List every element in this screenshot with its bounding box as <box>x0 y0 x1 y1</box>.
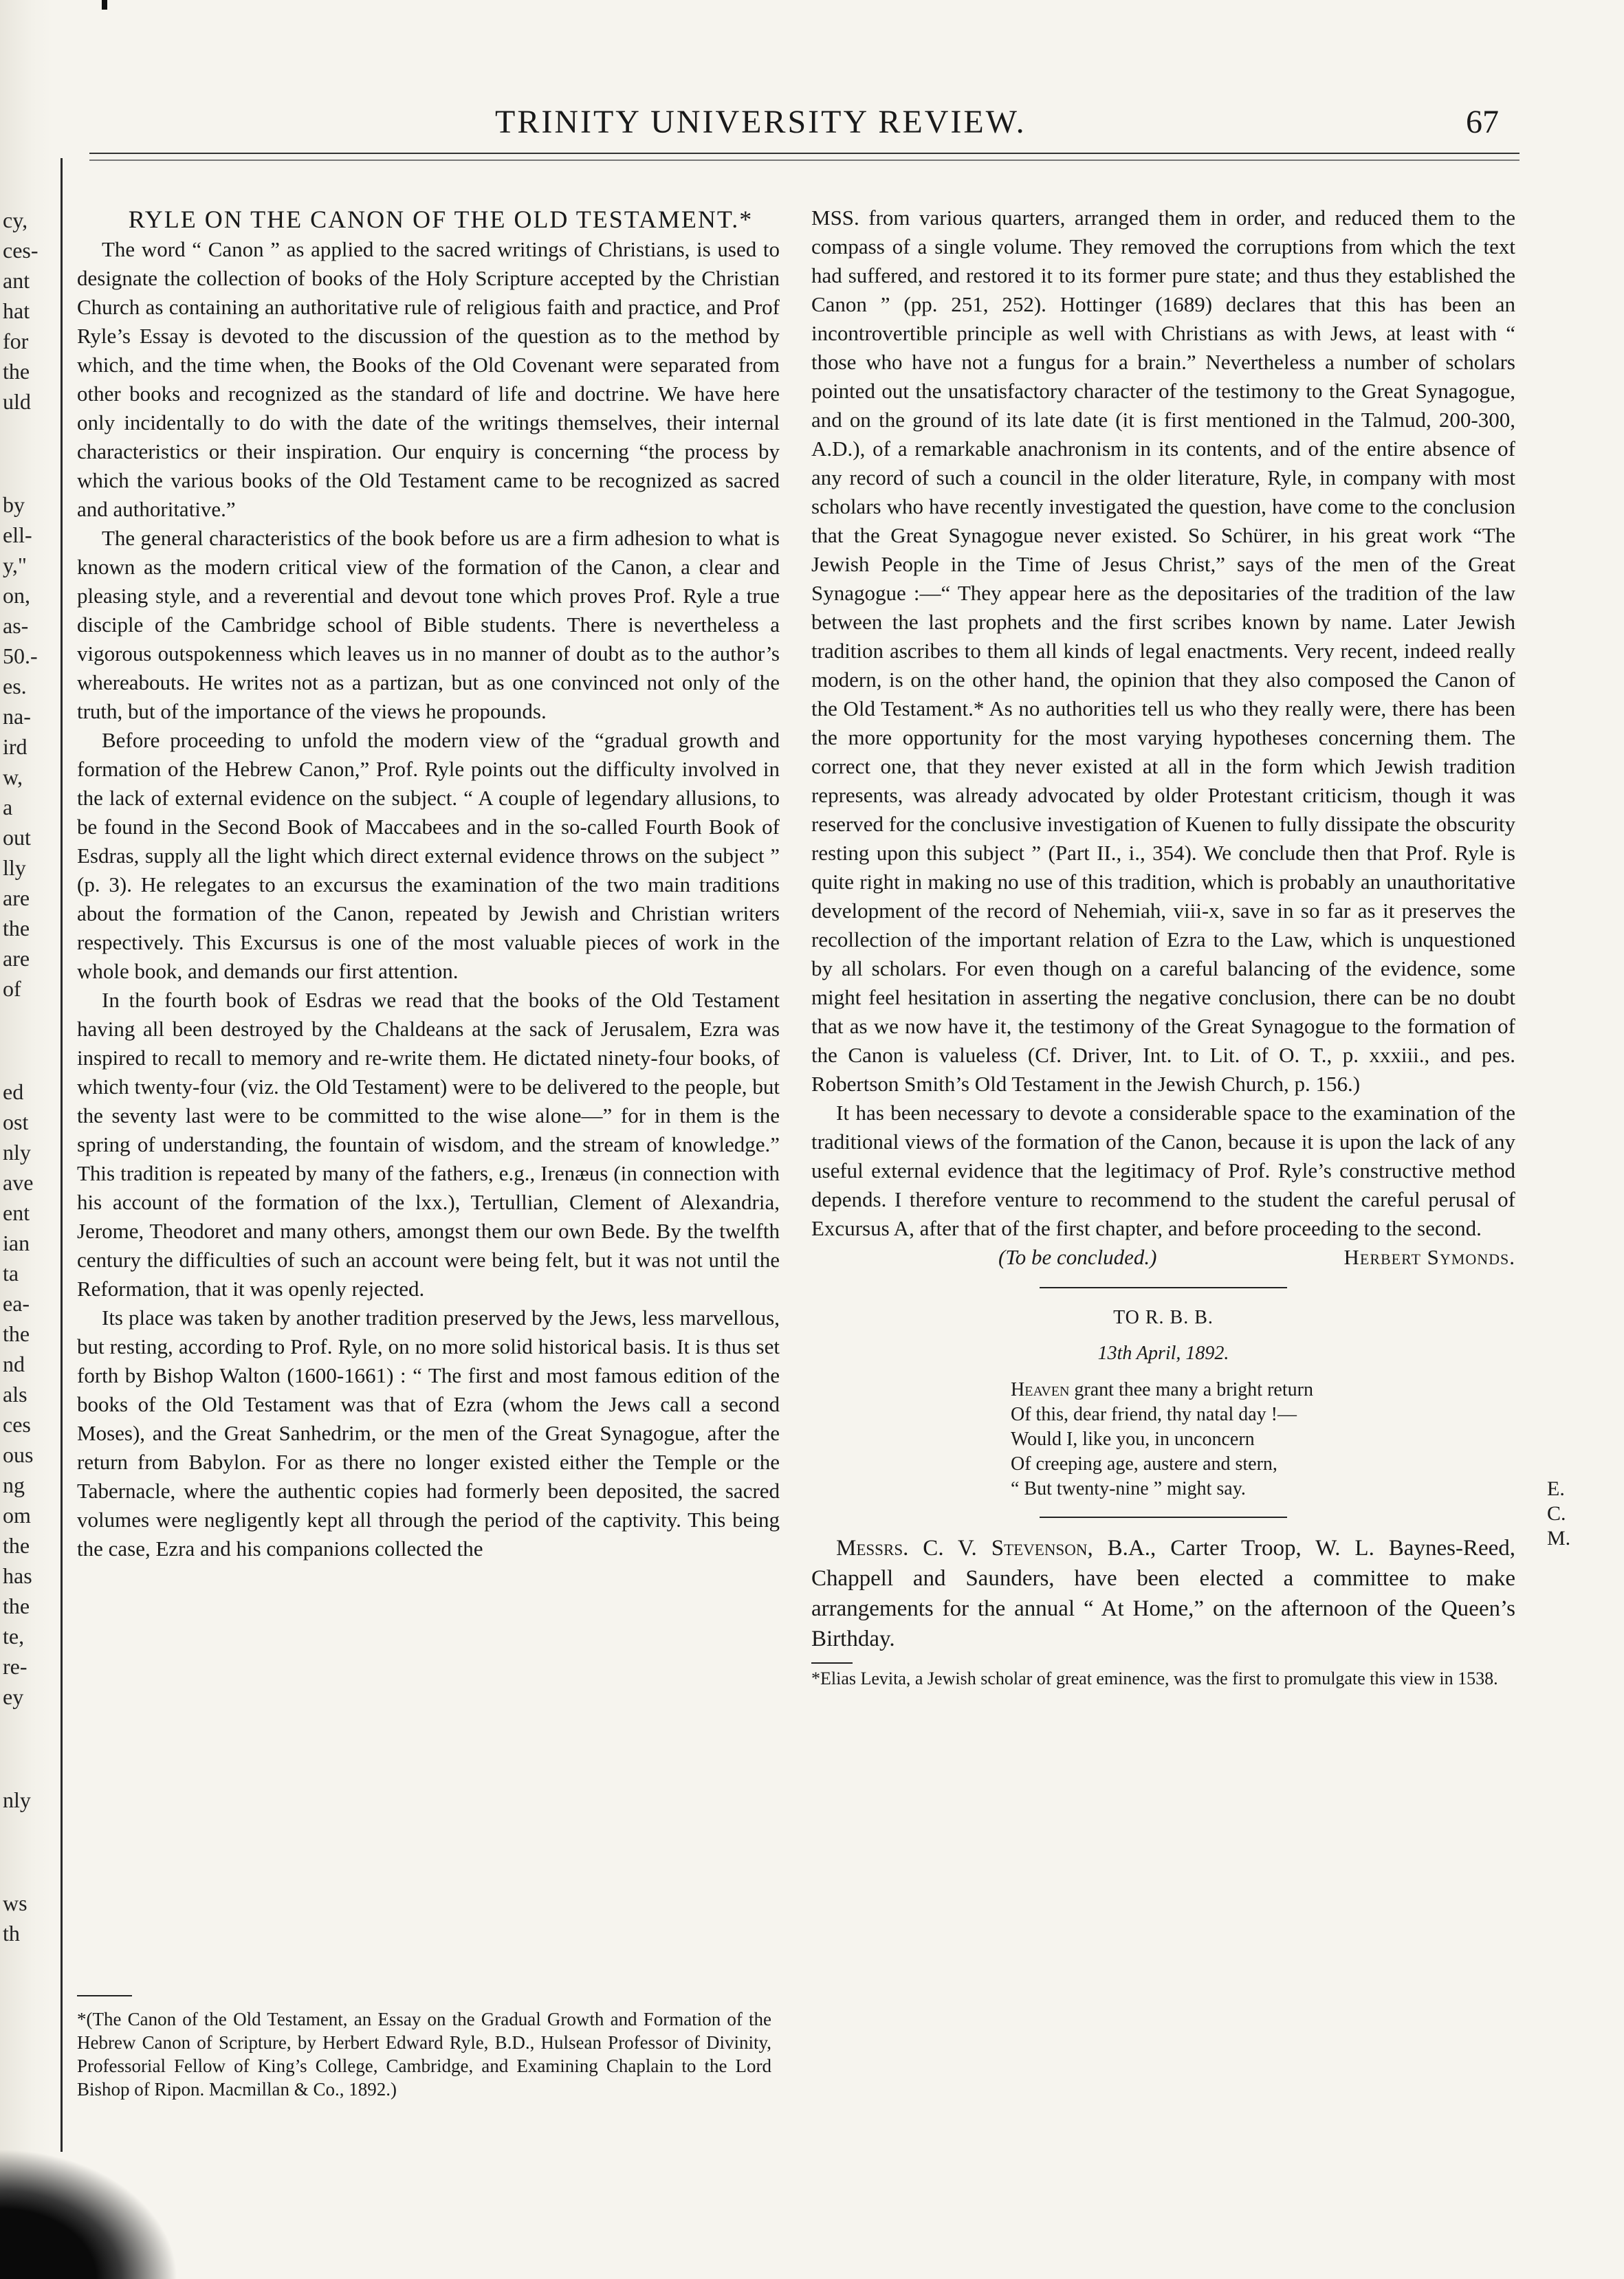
edge-fragment: w, <box>3 764 23 789</box>
edge-fragment: cy, <box>3 208 28 232</box>
edge-fragment: ian <box>3 1231 30 1255</box>
poem-line-text: grant thee many a bright return <box>1069 1379 1313 1400</box>
edge-fragment: for <box>3 329 29 353</box>
edge-fragment: 50.- <box>3 643 38 668</box>
edge-fragment: nd <box>3 1352 25 1376</box>
edge-fragment: as- <box>3 613 29 638</box>
edge-fragment: te, <box>3 1624 25 1649</box>
edge-fragment: are <box>3 946 30 971</box>
poem-line: Of creeping age, austere and stern, <box>1011 1453 1277 1475</box>
edge-fragment: hat <box>3 298 30 323</box>
article-footnote: *(The Canon of the Old Testament, an Essay on the Gradual Growth and Formation of the Hebrew Canon of Scripture, by Herbert Edward Ryle, B.D., Hulsean Professor of Divinity, Professorial Fellow of King’s College, Cambridge, and Examining Chaplain to the Lord Bishop of Ripon. Macmillan & Co., 1892.) <box>77 2009 771 2100</box>
to-be-concluded: (To be concluded.) <box>998 1245 1157 1269</box>
edge-fragment: ant <box>3 268 30 293</box>
edge-fragment: the <box>3 1594 30 1618</box>
edge-fragment: the <box>3 1321 30 1346</box>
edge-fragment: ta <box>3 1261 19 1286</box>
footnote-rule <box>811 1662 853 1664</box>
edge-fragment: of <box>3 976 21 1001</box>
article-paragraph-4: In the fourth book of Esdras we read that the books of the Old Testament having all been destroyed by the Chaldeans at the sack of Jerusalem, Ezra was inspired to recall to memory and re-write them. He dictated ninety-four books, of which twenty-four (viz. the Old Testament) were to be delivered to the people, but the seventy last were to be committed to the wise alone—” for in them is the spring of understanding, the fountain of wisdom, and the stream of knowledge.” This tradition is repeated by many of the fathers, e.g., Irenæus (in connection with his account of the formation of the lxx.), Tertullian, Clement of Alexandria, Jerome, Theodoret and many others, amongst them our own Bede. By the twelfth century the difficulties of such an account were being felt, but it was not until the Reformation, that it was openly rejected. <box>77 988 780 1301</box>
edge-fragment: ost <box>3 1110 29 1134</box>
right-column <box>811 203 1571 1690</box>
edge-fragment: uld <box>3 389 31 414</box>
edge-fragment: has <box>3 1563 32 1588</box>
header-rule <box>89 153 1519 161</box>
left-column <box>77 203 780 1563</box>
section-divider <box>1040 1287 1287 1288</box>
edge-fragment: by <box>3 492 25 517</box>
article-paragraph-3: Before proceeding to unfold the modern view of the “gradual growth and formation of the Hebrew Canon,” Prof. Ryle points out the difficulty involved in the lack of external evidence on the subject. “ A couple of legendary allusions, to be found in the Second Book of Maccabees and in the so-called Fourth Book of Esdras, supply all the light which direct external evidence throws on the subject ” (p. 3). He relegates to an excursus the examination of the two main traditions about the formation of the Canon, repeated by Jewish and Christian writers respectively. This Excursus is one of the most valuable pieces of work in the whole book, and demands our first attention. <box>77 728 780 983</box>
poem-first-word: Heaven <box>1011 1379 1070 1400</box>
edge-fragment: es. <box>3 674 27 698</box>
edge-fragment: ave <box>3 1170 34 1195</box>
page-corner-shadow <box>0 2148 179 2279</box>
poem-line: Would I, like you, in unconcern <box>1011 1429 1255 1450</box>
edge-fragment: on, <box>3 583 30 608</box>
edge-fragment: na- <box>3 704 31 729</box>
edge-fragment: out <box>3 825 31 850</box>
print-mark <box>102 0 107 10</box>
poem-line: “ But twenty-nine ” might say. <box>1011 1478 1246 1499</box>
edge-fragment: ird <box>3 734 28 759</box>
running-header: TRINITY UNIVERSITY REVIEW. <box>495 104 1027 140</box>
poem-body <box>1011 1378 1571 1550</box>
closing-paragraph-text: It has been necessary to devote a considerable space to the examination of the traditional views of the formation of the Canon, because it is upon the lack of any useful external evidence that the legitimacy of Prof. Ryle’s constructive method depends. I therefore venture to recommend to the student the careful perusal of Excursus A, after that of the first chapter, and before proceeding to the second. <box>811 1101 1515 1240</box>
article-paragraph-5: Its place was taken by another tradition preserved by the Jews, less marvellous, but resting, according to Prof. Ryle, on no more solid historical basis. It is thus set forth by Bishop Walton (1600-1661) : “ The first and most famous edition of the books of the Old Testament was that of Ezra (whom the Jews call a second Moses), and the Great Sanhedrim, or the men of the Great Synagogue, after the return from Babylon. For as there no longer existed either the Temple or the Tabernacle, where the authentic copies had formerly been deposited, the sacred volumes were negligently kept all through the period of the captivity. This being the case, Ezra and his companions collected the <box>77 1306 780 1561</box>
poem-signature: E. C. M. <box>1547 1477 1571 1550</box>
section-divider <box>1040 1517 1287 1518</box>
edge-fragment: re- <box>3 1654 28 1679</box>
edge-fragment: lly <box>3 855 26 880</box>
edge-fragment: nly <box>3 1787 31 1812</box>
edge-fragment: ng <box>3 1473 25 1497</box>
article-title: RYLE ON THE CANON OF THE OLD TESTAMENT.* <box>128 206 754 233</box>
edge-fragment: th <box>3 1921 20 1946</box>
edge-fragment: y," <box>3 553 27 577</box>
edge-fragment: als <box>3 1382 28 1407</box>
notice-text: B.A., Carter Troop, W. L. Baynes-Reed, Chappell and Saunders, have been elected a committee to make arrangements for the annual “ At Home,” on the afternoon of the Queen’s Birthday. <box>811 1536 1515 1651</box>
edge-fragment: the <box>3 359 30 384</box>
article-paragraph-6: MSS. from various quarters, arranged them in order, and reduced them to the compass of a single volume. They removed the corruptions from which the text had suffered, and restored it to its former pure state; and thus they established the Canon ” (pp. 251, 252). Hottinger (1689) declares that this has been an incontrovertible principle as well with Christians as with Jews, at least with “ those who have not a fungus for a brain.” Nevertheless a number of scholars pointed out the unsatisfactory character of the testimony to the Great Synagogue, and on the ground of its late date (it is first mentioned in the Talmud, 200-300, A.D.), of a remarkable anachronism in its contents, and of the entire absence of any record of such a council in the older literature, Ryle, in company with most scholars who have recently investigated the question, have come to the conclusion that the Great Synagogue never existed. So Schürer, in his great work “The Jewish People in the Time of Jesus Christ,” says of the men of the Great Synagogue :—“ They appear here as the depositaries of the tradition of the law between the last prophets and the first scribes known by name. Later Jewish tradition ascribes to them all kinds of legal enactments. Very recent, indeed really modern, is on the other hand, the opinion that they also composed the Canon of the Old Testament.* As no authorities tell us who they really were, there has been the more opportunity for the most varying hypotheses concerning them. The correct one, that they never existed at all in the form which Jewish tradition represents, was already advocated by older Protestant criticism, though it was reserved for the conclusive investigation of Kuenen to fully dissipate the obscurity resting upon this subject ” (Part II., i., 354). We conclude then that Prof. Ryle is quite right in making no use of this tradition, which is probably an unauthoritative development of the record of Nehemiah, viii-x, save in so far as it preserves the recollection of the important relation of Ezra to the Law, which is unquestioned by all scholars. For even though on a careful balancing of the evidence, some might feel hesitation in asserting the negative conclusion, there can be no doubt that as we now have it, the testimony of the Great Synagogue to the formation of the Canon is valueless (Cf. Driver, Int. to Lit. of O. T., p. xxxiii., and pes. Robertson Smith’s Old Testament in the Jewish Church, p. 156.) <box>811 206 1515 1096</box>
poem-line: Of this, dear friend, thy natal day !— <box>1011 1404 1297 1425</box>
article-paragraph-1: The word “ Canon ” as applied to the sacred writings of Christians, is used to designate the collection of books of the Holy Scripture accepted by the Christian Church as containing an authoritative rule of religious faith and practice, and Prof Ryle’s Essay is devoted to the discussion of the question as to the method by which, and the time when, the Books of the Old Covenant were separated from other books and recognized as the standard of life and doctrine. We have here only incidentally to do with the date of the writings themselves, their internal characteristics or their inspiration. Our enquiry is concerning “the process by which the various books of the Old Testament came to be recognized as sacred and authoritative.” <box>77 237 780 521</box>
poem-line <box>1011 1378 1515 1402</box>
footnote-rule <box>77 1995 132 1996</box>
edge-fragment: ey <box>3 1684 24 1709</box>
poem-title: TO R. B. B. <box>1113 1307 1214 1328</box>
edge-fragment: nly <box>3 1140 31 1165</box>
edge-fragment: ell- <box>3 522 32 547</box>
page-number: 67 <box>1466 104 1499 140</box>
committee-notice <box>811 1533 1515 1654</box>
right-footnote: *Elias Levita, a Jewish scholar of great eminence, was the first to promulgate this view in 1538. <box>811 1669 1498 1688</box>
edge-fragment: ent <box>3 1200 30 1225</box>
edge-fragment: are <box>3 885 30 910</box>
edge-fragment: the <box>3 916 30 940</box>
edge-fragment: ea- <box>3 1291 30 1316</box>
edge-fragment: ces <box>3 1412 31 1437</box>
edge-fragment: the <box>3 1533 30 1558</box>
article-paragraph-2: The general characteristics of the book before us are a firm adhesion to what is known as the modern critical view of the formation of the Canon, a clear and pleasing style, and a reverential and devout tone which proves Prof. Ryle a true disciple of the Cambridge school of Bible students. There is nevertheless a vigorous outspokenness which leaves us in no manner of doubt as to the author’s whereabouts. He writes not as a partizan, but as one convinced not only of the truth, but of the importance of the views he propounds. <box>77 526 780 723</box>
edge-fragment: ws <box>3 1891 28 1915</box>
edge-fragment: ous <box>3 1442 34 1467</box>
edge-fragment: a <box>3 795 13 819</box>
notice-lead: Messrs. C. V. Stevenson, <box>836 1536 1093 1561</box>
binding-line <box>61 158 63 2152</box>
edge-fragment: ces- <box>3 238 39 263</box>
edge-fragment: ed <box>3 1079 24 1104</box>
poem-date: 13th April, 1892. <box>1097 1343 1229 1364</box>
author-signature: Herbert Symonds. <box>1343 1245 1515 1269</box>
edge-fragment: om <box>3 1503 31 1528</box>
